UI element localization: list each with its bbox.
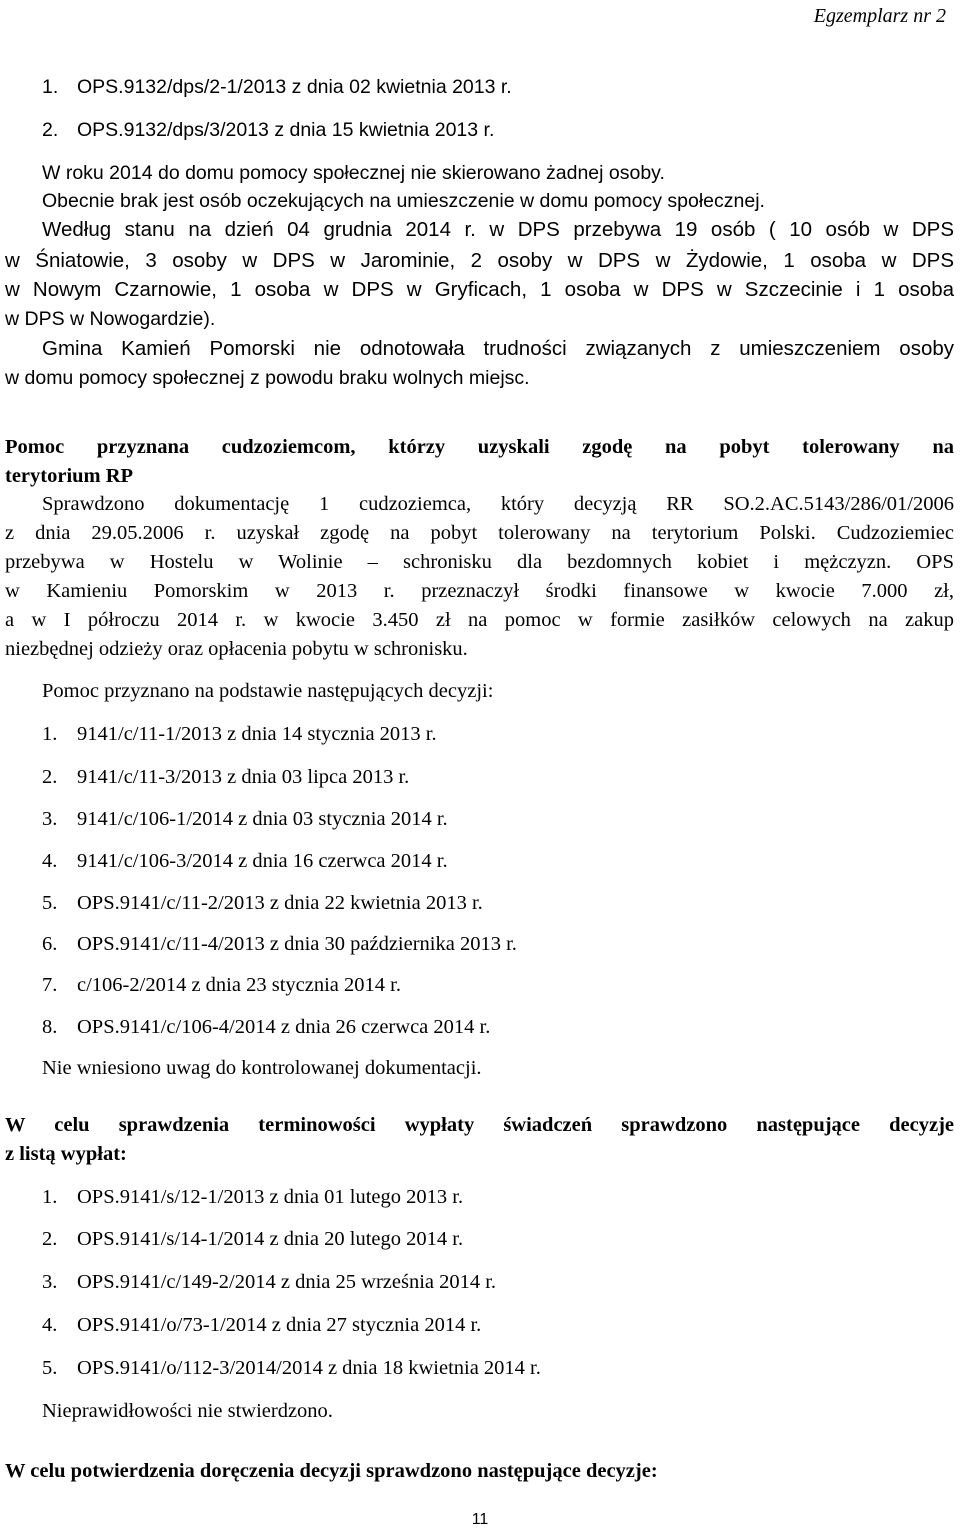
paragraph-line: Gmina Kamień Pomorski nie odnotowała trudności związanych z umieszczeniem osoby bbox=[42, 337, 954, 360]
list-item-number: 5. bbox=[42, 1357, 58, 1379]
list-item-text: 9141/c/106-3/2014 z dnia 16 czerwca 2014 r. bbox=[77, 850, 448, 872]
list-item-number: 3. bbox=[42, 808, 58, 830]
paragraph-line: Sprawdzono dokumentację 1 cudzoziemca, który decyzją RR SO.2.AC.5143/286/01/2006 bbox=[42, 493, 954, 515]
paragraph-line: w Nowym Czarnowie, 1 osoba w DPS w Gryficach, 1 osoba w DPS w Szczecinie i 1 osoba bbox=[5, 278, 954, 301]
list-item-number: 2. bbox=[42, 766, 58, 788]
list-item-number: 1. bbox=[42, 1186, 58, 1208]
list-item-number: 6. bbox=[42, 933, 58, 955]
paragraph-line: W roku 2014 do domu pomocy społecznej nie skierowano żadnej osoby. bbox=[42, 162, 665, 184]
list-item-text: OPS.9141/c/106-4/2014 z dnia 26 czerwca 2014 r. bbox=[77, 1016, 491, 1038]
list-item-text: 9141/c/11-1/2013 z dnia 14 stycznia 2013 r. bbox=[77, 723, 437, 745]
page-number: 11 bbox=[471, 1511, 489, 1528]
list-item-text: 9141/c/106-1/2014 z dnia 03 stycznia 2014 r. bbox=[77, 808, 448, 830]
paragraph-line: w Śniatowie, 3 osoby w DPS w Jarominie, 2 osoby w DPS w Żydowie, 1 osoba w DPS bbox=[5, 249, 954, 272]
paragraph-line: w Kamieniu Pomorskim w 2013 r. przeznaczył środki finansowe w kwocie 7.000 zł, bbox=[5, 580, 954, 602]
list-item-number: 5. bbox=[42, 892, 58, 914]
list-item bbox=[42, 1014, 490, 1040]
list-item-text: OPS.9132/dps/2-1/2013 z dnia 02 kwietnia 2013 r. bbox=[77, 76, 512, 98]
list-item bbox=[42, 117, 494, 143]
list-item-number: 2. bbox=[42, 1228, 58, 1250]
list-item bbox=[42, 721, 437, 747]
list-item-text: c/106-2/2014 z dnia 23 stycznia 2014 r. bbox=[77, 974, 401, 996]
list-item-text: OPS.9141/c/11-2/2013 z dnia 22 kwietnia 2013 r. bbox=[77, 892, 483, 914]
paragraph-line: a w I półroczu 2014 r. w kwocie 3.450 zł na pomoc w formie zasiłków celowych na zakup bbox=[5, 609, 954, 631]
list-item bbox=[42, 972, 401, 998]
list-item bbox=[42, 74, 512, 100]
list-item-number: 8. bbox=[42, 1016, 58, 1038]
list-item bbox=[42, 1312, 481, 1338]
list-item bbox=[42, 848, 448, 874]
paragraph-line: niezbędnej odzieży oraz opłacenia pobytu w schronisku. bbox=[5, 638, 468, 660]
section-heading: terytorium RP bbox=[5, 465, 134, 487]
list-item-number: 1. bbox=[42, 723, 58, 745]
list-item bbox=[42, 1355, 541, 1381]
list-item-text: OPS.9141/c/11-4/2013 z dnia 30 października 2013 r. bbox=[77, 933, 517, 955]
list-item-number: 4. bbox=[42, 1314, 58, 1336]
list-item-number: 1. bbox=[42, 76, 59, 98]
list-item-number: 4. bbox=[42, 850, 58, 872]
list-item-number: 3. bbox=[42, 1271, 58, 1293]
paragraph-line: Obecnie brak jest osób oczekujących na umieszczenie w domu pomocy społecznej. bbox=[42, 190, 765, 212]
section-heading: Pomoc przyznana cudzoziemcom, którzy uzyskali zgodę na pobyt tolerowany na bbox=[5, 436, 954, 458]
list-item bbox=[42, 890, 483, 916]
list-item-text: 9141/c/11-3/2013 z dnia 03 lipca 2013 r. bbox=[77, 766, 410, 788]
list-intro: Pomoc przyznano na podstawie następujących decyzji: bbox=[42, 680, 494, 702]
list-item-text: OPS.9141/c/149-2/2014 z dnia 25 września 2014 r. bbox=[77, 1271, 497, 1293]
section-heading: z listą wypłat: bbox=[5, 1143, 127, 1165]
list-item-text: OPS.9132/dps/3/2013 z dnia 15 kwietnia 2013 r. bbox=[77, 119, 495, 141]
paragraph-line: Według stanu na dzień 04 grudnia 2014 r. w DPS przebywa 19 osób ( 10 osób w DPS bbox=[42, 218, 954, 241]
section-conclusion: Nieprawidłowości nie stwierdzono. bbox=[42, 1400, 333, 1422]
list-item bbox=[42, 1269, 496, 1295]
paragraph-line: w DPS w Nowogardzie). bbox=[5, 308, 216, 330]
list-item bbox=[42, 764, 409, 790]
list-item bbox=[42, 931, 517, 957]
section-conclusion: Nie wniesiono uwag do kontrolowanej dokumentacji. bbox=[42, 1057, 482, 1079]
list-item bbox=[42, 806, 448, 832]
list-item-number: 2. bbox=[42, 119, 59, 141]
section-heading: W celu sprawdzenia terminowości wypłaty świadczeń sprawdzono następujące decyzje bbox=[5, 1114, 954, 1136]
paragraph-line: w domu pomocy społecznej z powodu braku wolnych miejsc. bbox=[5, 367, 530, 389]
section-heading: W celu potwierdzenia doręczenia decyzji sprawdzono następujące decyzje: bbox=[5, 1460, 658, 1482]
copy-number-label: Egzemplarz nr 2 bbox=[813, 5, 946, 27]
list-item-text: OPS.9141/o/112-3/2014/2014 z dnia 18 kwietnia 2014 r. bbox=[77, 1357, 541, 1379]
paragraph-line: z dnia 29.05.2006 r. uzyskał zgodę na pobyt tolerowany na terytorium Polski. Cudzoziemiec bbox=[5, 522, 954, 544]
list-item bbox=[42, 1226, 463, 1252]
paragraph-line: przebywa w Hostelu w Wolinie – schronisku dla bezdomnych kobiet i mężczyzn. OPS bbox=[5, 551, 954, 573]
list-item-number: 7. bbox=[42, 974, 58, 996]
list-item bbox=[42, 1184, 463, 1210]
list-item-text: OPS.9141/s/12-1/2013 z dnia 01 lutego 2013 r. bbox=[77, 1186, 464, 1208]
list-item-text: OPS.9141/o/73-1/2014 z dnia 27 stycznia 2014 r. bbox=[77, 1314, 482, 1336]
list-item-text: OPS.9141/s/14-1/2014 z dnia 20 lutego 2014 r. bbox=[77, 1228, 464, 1250]
